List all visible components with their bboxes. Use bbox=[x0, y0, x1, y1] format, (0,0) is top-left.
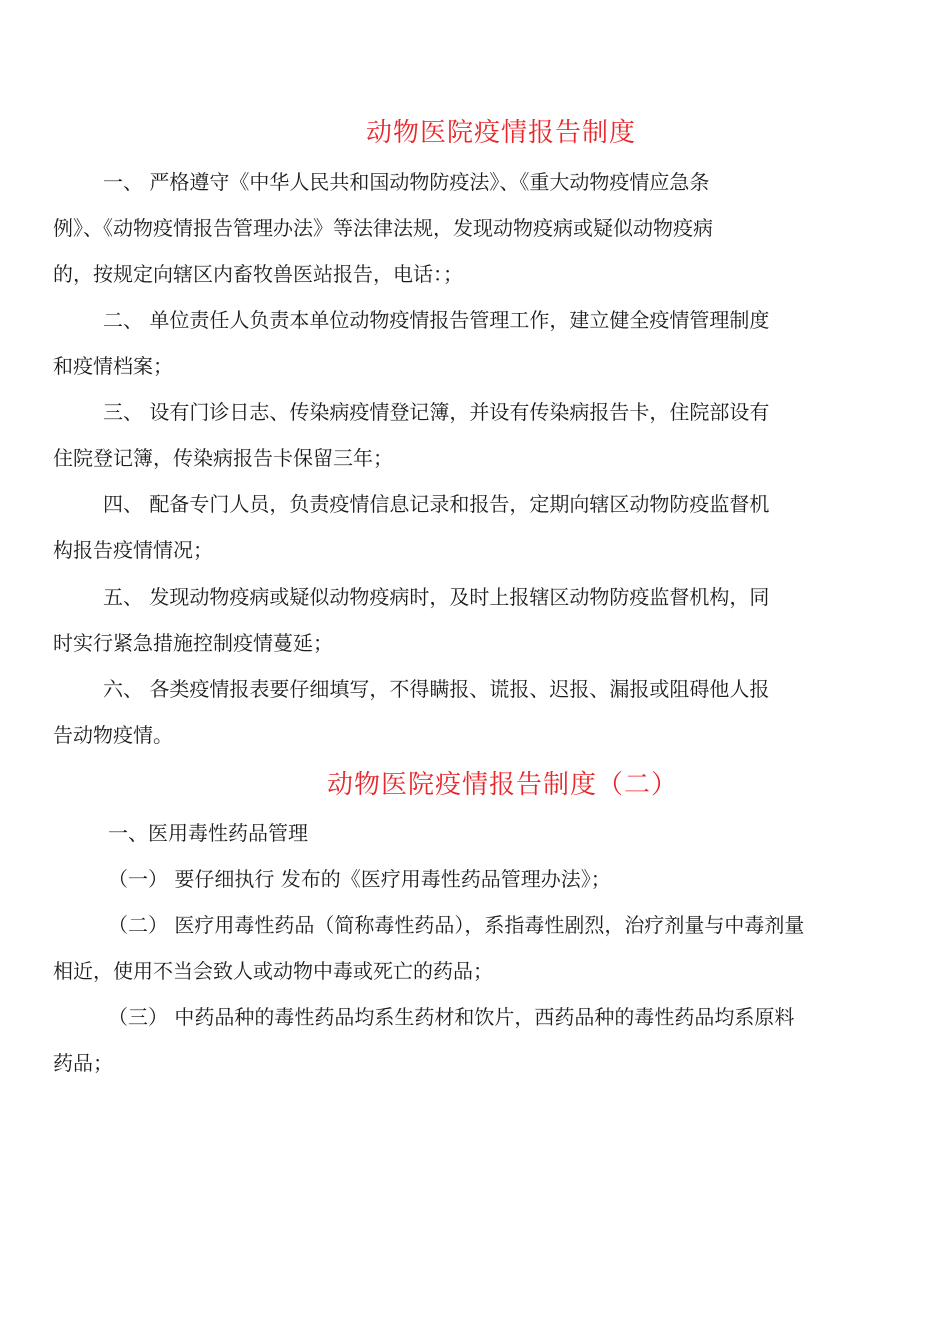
section1-line-1: 一、 严格遵守《中华人民共和国动物防疫法》、《重大动物疫情应急条 bbox=[103, 170, 710, 194]
section1-line-4: 二、 单位责任人负责本单位动物疫情报告管理工作，建立健全疫情管理制度 bbox=[103, 308, 770, 332]
section1-line-6: 三、 设有门诊日志、传染病疫情登记簿，并设有传染病报告卡，住院部设有 bbox=[103, 400, 770, 424]
section2-line-1: 一、医用毒性药品管理 bbox=[108, 821, 308, 845]
section2-line-2: （一） 要仔细执行 发布的《医疗用毒性药品管理办法》； bbox=[108, 867, 611, 891]
section1-line-5: 和疫情档案； bbox=[53, 354, 173, 378]
section1-line-8: 四、 配备专门人员，负责疫情信息记录和报告，定期向辖区动物防疫监督机 bbox=[103, 492, 770, 516]
section1-line-10: 五、 发现动物疫病或疑似动物疫病时，及时上报辖区动物防疫监督机构，同 bbox=[103, 585, 770, 609]
section1-line-3: 的，按规定向辖区内畜牧兽医站报告，电话：； bbox=[53, 262, 463, 286]
section1-line-7: 住院登记簿，传染病报告卡保留三年； bbox=[53, 446, 393, 470]
section1-line-13: 告动物疫情。 bbox=[53, 723, 173, 747]
section1-line-9: 构报告疫情情况； bbox=[53, 538, 213, 562]
section2-line-5: （三） 中药品种的毒性药品均系生药材和饮片，西药品种的毒性药品均系原料 bbox=[108, 1005, 795, 1029]
section2-line-6: 药品； bbox=[53, 1051, 113, 1075]
section1-title: 动物医院疫情报告制度 bbox=[366, 118, 637, 148]
section2-line-4: 相近，使用不当会致人或动物中毒或死亡的药品； bbox=[53, 959, 493, 983]
section2-line-3: （二） 医疗用毒性药品（简称毒性药品），系指毒性剧烈，治疗剂量与中毒剂量 bbox=[108, 913, 805, 937]
section1-line-11: 时实行紧急措施控制疫情蔓延； bbox=[53, 631, 333, 655]
section1-line-2: 例》、《动物疫情报告管理办法》等法律法规，发现动物疫病或疑似动物疫病 bbox=[53, 216, 713, 240]
section1-line-12: 六、 各类疫情报表要仔细填写，不得瞒报、谎报、迟报、漏报或阻碍他人报 bbox=[103, 677, 770, 701]
section2-title: 动物医院疫情报告制度（二） bbox=[327, 770, 679, 800]
